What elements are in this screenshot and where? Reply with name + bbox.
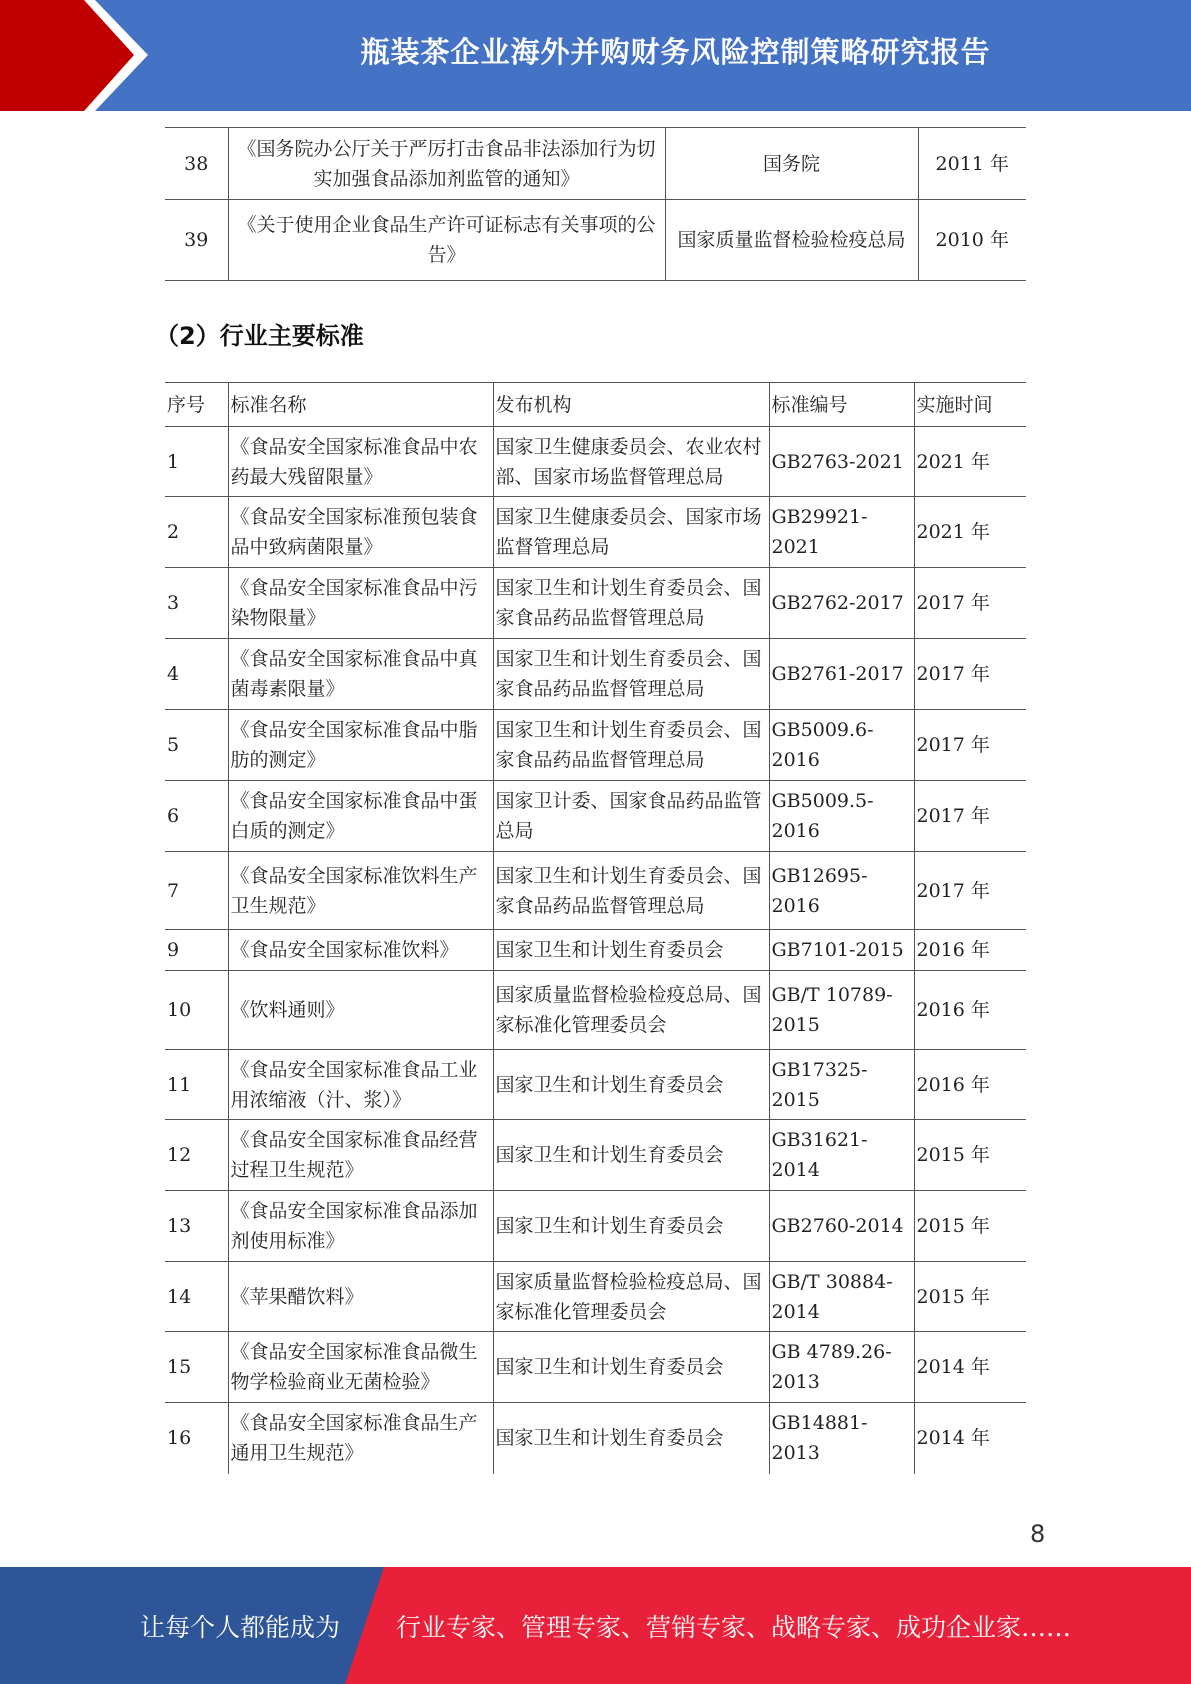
standard-name: 《饮料通则》 xyxy=(228,971,493,1050)
standard-issuer: 国家卫生和计划生育委员会、国家食品药品监督管理总局 xyxy=(493,710,769,781)
standard-name: 《食品安全国家标准食品工业用浓缩液（汁、浆）》 xyxy=(228,1050,493,1120)
standard-code: GB2762-2017 xyxy=(769,568,914,639)
row-number: 14 xyxy=(165,1262,228,1332)
standard-name: 《苹果醋饮料》 xyxy=(228,1262,493,1332)
table-row xyxy=(165,568,1026,639)
table-row xyxy=(165,200,1026,281)
standard-name: 《食品安全国家标准食品生产通用卫生规范》 xyxy=(228,1403,493,1474)
table-row xyxy=(165,971,1026,1050)
standard-issuer: 国家卫生和计划生育委员会、国家食品药品监督管理总局 xyxy=(493,639,769,710)
row-number: 5 xyxy=(165,710,228,781)
standard-issuer: 国家卫生和计划生育委员会 xyxy=(493,930,769,971)
standard-issuer: 国家卫生和计划生育委员会 xyxy=(493,1403,769,1474)
page-footer xyxy=(0,1567,1191,1684)
standard-year: 2015 年 xyxy=(914,1120,1026,1191)
page-number: 8 xyxy=(1030,1520,1046,1548)
standard-year: 2016 年 xyxy=(914,971,1026,1050)
row-number: 3 xyxy=(165,568,228,639)
header-cell: 标准名称 xyxy=(228,383,493,427)
row-number: 39 xyxy=(165,200,228,281)
regulation-name: 《关于使用企业食品生产许可证标志有关事项的公告》 xyxy=(228,200,665,281)
standard-code: GB7101-2015 xyxy=(769,930,914,971)
header-cell: 发布机构 xyxy=(493,383,769,427)
standard-name: 《食品安全国家标准食品中农药最大残留限量》 xyxy=(228,427,493,497)
table-row xyxy=(165,930,1026,971)
standard-name: 《食品安全国家标准食品添加剂使用标准》 xyxy=(228,1191,493,1262)
standard-code: GB2761-2017 xyxy=(769,639,914,710)
table-row xyxy=(165,1120,1026,1191)
standard-year: 2016 年 xyxy=(914,1050,1026,1120)
row-number: 13 xyxy=(165,1191,228,1262)
standard-year: 2015 年 xyxy=(914,1191,1026,1262)
standard-name: 《食品安全国家标准食品中蛋白质的测定》 xyxy=(228,781,493,852)
row-number: 15 xyxy=(165,1332,228,1403)
standard-issuer: 国家卫生和计划生育委员会 xyxy=(493,1120,769,1191)
standard-year: 2017 年 xyxy=(914,852,1026,930)
standard-issuer: 国家卫生和计划生育委员会 xyxy=(493,1050,769,1120)
standard-name: 《食品安全国家标准食品中脂肪的测定》 xyxy=(228,710,493,781)
standard-issuer: 国家质量监督检验检疫总局、国家标准化管理委员会 xyxy=(493,971,769,1050)
standard-code: GB5009.6-2016 xyxy=(769,710,914,781)
header-cell: 序号 xyxy=(165,383,228,427)
footer-slogan-right: 行业专家、管理专家、营销专家、战略专家、成功企业家…… xyxy=(396,1612,1072,1642)
standard-code: GB12695-2016 xyxy=(769,852,914,930)
standard-year: 2017 年 xyxy=(914,568,1026,639)
standard-year: 2014 年 xyxy=(914,1332,1026,1403)
row-number: 10 xyxy=(165,971,228,1050)
standard-name: 《食品安全国家标准饮料》 xyxy=(228,930,493,971)
row-number: 4 xyxy=(165,639,228,710)
standard-issuer: 国家卫生和计划生育委员会、国家食品药品监督管理总局 xyxy=(493,568,769,639)
standard-issuer: 国家卫生和计划生育委员会、国家食品药品监督管理总局 xyxy=(493,852,769,930)
standard-year: 2017 年 xyxy=(914,710,1026,781)
header-cell: 标准编号 xyxy=(769,383,914,427)
table-row xyxy=(165,1050,1026,1120)
standard-name: 《食品安全国家标准食品经营过程卫生规范》 xyxy=(228,1120,493,1191)
table-header-row xyxy=(165,383,1026,427)
row-number: 7 xyxy=(165,852,228,930)
regulation-issuer: 国务院 xyxy=(665,128,918,200)
table-row xyxy=(165,1403,1026,1474)
regulation-year: 2010 年 xyxy=(918,200,1026,281)
standard-code: GB14881-2013 xyxy=(769,1403,914,1474)
standard-name: 《食品安全国家标准食品微生物学检验商业无菌检验》 xyxy=(228,1332,493,1403)
page-header xyxy=(0,0,1191,111)
regulation-name: 《国务院办公厅关于严厉打击食品非法添加行为切实加强食品添加剂监管的通知》 xyxy=(228,128,665,200)
table-row xyxy=(165,1191,1026,1262)
row-number: 9 xyxy=(165,930,228,971)
row-number: 11 xyxy=(165,1050,228,1120)
table-row xyxy=(165,427,1026,497)
standard-issuer: 国家质量监督检验检疫总局、国家标准化管理委员会 xyxy=(493,1262,769,1332)
table-row xyxy=(165,1262,1026,1332)
standard-year: 2016 年 xyxy=(914,930,1026,971)
row-number: 2 xyxy=(165,497,228,568)
standard-code: GB31621-2014 xyxy=(769,1120,914,1191)
standard-year: 2015 年 xyxy=(914,1262,1026,1332)
regulation-year: 2011 年 xyxy=(918,128,1026,200)
standard-code: GB2760-2014 xyxy=(769,1191,914,1262)
table-row xyxy=(165,781,1026,852)
table-row xyxy=(165,128,1026,200)
standard-issuer: 国家卫生健康委员会、农业农村部、国家市场监督管理总局 xyxy=(493,427,769,497)
row-number: 1 xyxy=(165,427,228,497)
standard-code: GB29921-2021 xyxy=(769,497,914,568)
header-cell: 实施时间 xyxy=(914,383,1026,427)
standard-year: 2021 年 xyxy=(914,427,1026,497)
table-row xyxy=(165,497,1026,568)
standards-table xyxy=(165,382,1026,1474)
standard-name: 《食品安全国家标准预包装食品中致病菌限量》 xyxy=(228,497,493,568)
standard-year: 2017 年 xyxy=(914,781,1026,852)
table-row xyxy=(165,1332,1026,1403)
section-heading: （2）行业主要标准 xyxy=(155,322,364,350)
standard-name: 《食品安全国家标准食品中真菌毒素限量》 xyxy=(228,639,493,710)
header-arrow-decoration xyxy=(0,0,148,111)
row-number: 6 xyxy=(165,781,228,852)
row-number: 38 xyxy=(165,128,228,200)
standard-issuer: 国家卫生健康委员会、国家市场监督管理总局 xyxy=(493,497,769,568)
standard-issuer: 国家卫生和计划生育委员会 xyxy=(493,1332,769,1403)
standard-name: 《食品安全国家标准饮料生产卫生规范》 xyxy=(228,852,493,930)
row-number: 12 xyxy=(165,1120,228,1191)
standard-year: 2014 年 xyxy=(914,1403,1026,1474)
standard-issuer: 国家卫生和计划生育委员会 xyxy=(493,1191,769,1262)
standard-code: GB/T 30884-2014 xyxy=(769,1262,914,1332)
standard-code: GB 4789.26-2013 xyxy=(769,1332,914,1403)
row-number: 16 xyxy=(165,1403,228,1474)
document-title: 瓶装茶企业海外并购财务风险控制策略研究报告 xyxy=(360,34,991,69)
standard-name: 《食品安全国家标准食品中污染物限量》 xyxy=(228,568,493,639)
standard-code: GB17325-2015 xyxy=(769,1050,914,1120)
table-row xyxy=(165,710,1026,781)
footer-slogan-left: 让每个人都能成为 xyxy=(140,1612,341,1642)
standard-year: 2017 年 xyxy=(914,639,1026,710)
standard-code: GB5009.5-2016 xyxy=(769,781,914,852)
standard-code: GB/T 10789-2015 xyxy=(769,971,914,1050)
standard-code: GB2763-2021 xyxy=(769,427,914,497)
regulation-issuer: 国家质量监督检验检疫总局 xyxy=(665,200,918,281)
table-row xyxy=(165,852,1026,930)
table-row xyxy=(165,639,1026,710)
standard-issuer: 国家卫计委、国家食品药品监管总局 xyxy=(493,781,769,852)
standard-year: 2021 年 xyxy=(914,497,1026,568)
regulations-table xyxy=(165,127,1026,281)
